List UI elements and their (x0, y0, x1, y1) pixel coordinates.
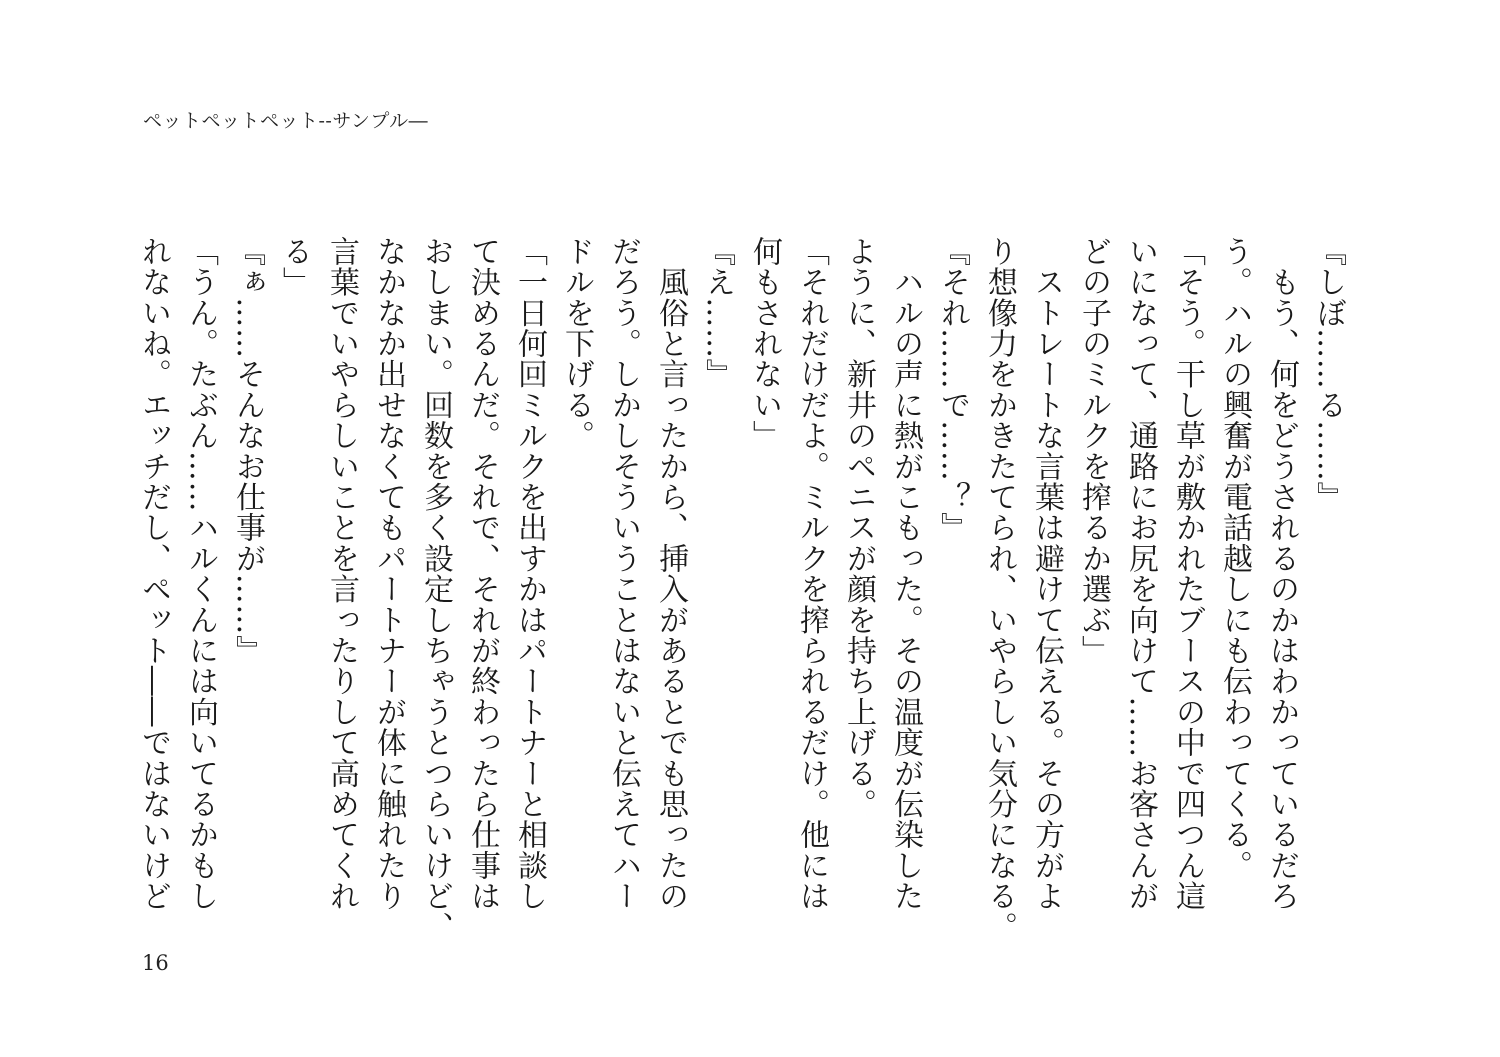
text-line: 風俗と言ったから、挿入があるとでも思ったの (653, 236, 688, 912)
text-line: 『それ……で……？』 (935, 236, 970, 543)
running-header: ペットペットペット--サンプル― (143, 110, 429, 132)
text-line: ハルの声に熱がこもった。その温度が伝染した (888, 236, 923, 912)
text-line: 言葉でいやらしいことを言ったりして高めてくれ (324, 236, 359, 912)
text-line: なかなか出せなくてもパートナーが体に触れたり (371, 236, 406, 912)
text-line: ストレートな言葉は避けて伝える。その方がよ (1029, 236, 1064, 912)
vertical-body-text (130, 236, 1352, 943)
text-line: れないね。エッチだし、ペット――ではないけど (136, 236, 171, 912)
text-line: 「それだけだよ。ミルクを搾られるだけ。他には (794, 236, 829, 912)
text-line: 「うん。たぶん……ハルくんには向いてるかもし (183, 236, 218, 912)
text-line: いになって、通路にお尻を向けて……お客さんが (1123, 236, 1158, 912)
text-line: おしまい。回数を多く設定しちゃうとつらいけど、 (418, 236, 453, 943)
text-line: どの子のミルクを搾るか選ぶ」 (1076, 236, 1111, 666)
text-line: 何もされない」 (747, 236, 782, 451)
text-line: り想像力をかきたてられ、いやらしい気分になる。 (982, 236, 1017, 943)
text-line: う。ハルの興奮が電話越しにも伝わってくる。 (1217, 236, 1252, 881)
text-line: て決めるんだ。それで、それが終わったら仕事は (465, 236, 500, 912)
text-line: 『え……』 (700, 236, 735, 390)
text-line: もう、何をどうされるのかはわかっているだろ (1264, 236, 1299, 912)
page-number: 16 (142, 951, 169, 975)
text-line: だろう。しかしそういうことはないと伝えてハー (606, 236, 641, 912)
text-line: 「一日何回ミルクを出すかはパートナーと相談し (512, 236, 547, 912)
text-line: ドルを下げる。 (559, 236, 594, 451)
text-line: 『しぼ……る……』 (1311, 236, 1346, 513)
text-line: る」 (277, 236, 312, 298)
text-line: 「そう。干し草が敷かれたブースの中で四つん這 (1170, 236, 1205, 912)
text-line: ように、新井のペニスが顔を持ち上げる。 (841, 236, 876, 820)
text-line: 『ぁ……そんなお仕事が……』 (230, 236, 265, 666)
